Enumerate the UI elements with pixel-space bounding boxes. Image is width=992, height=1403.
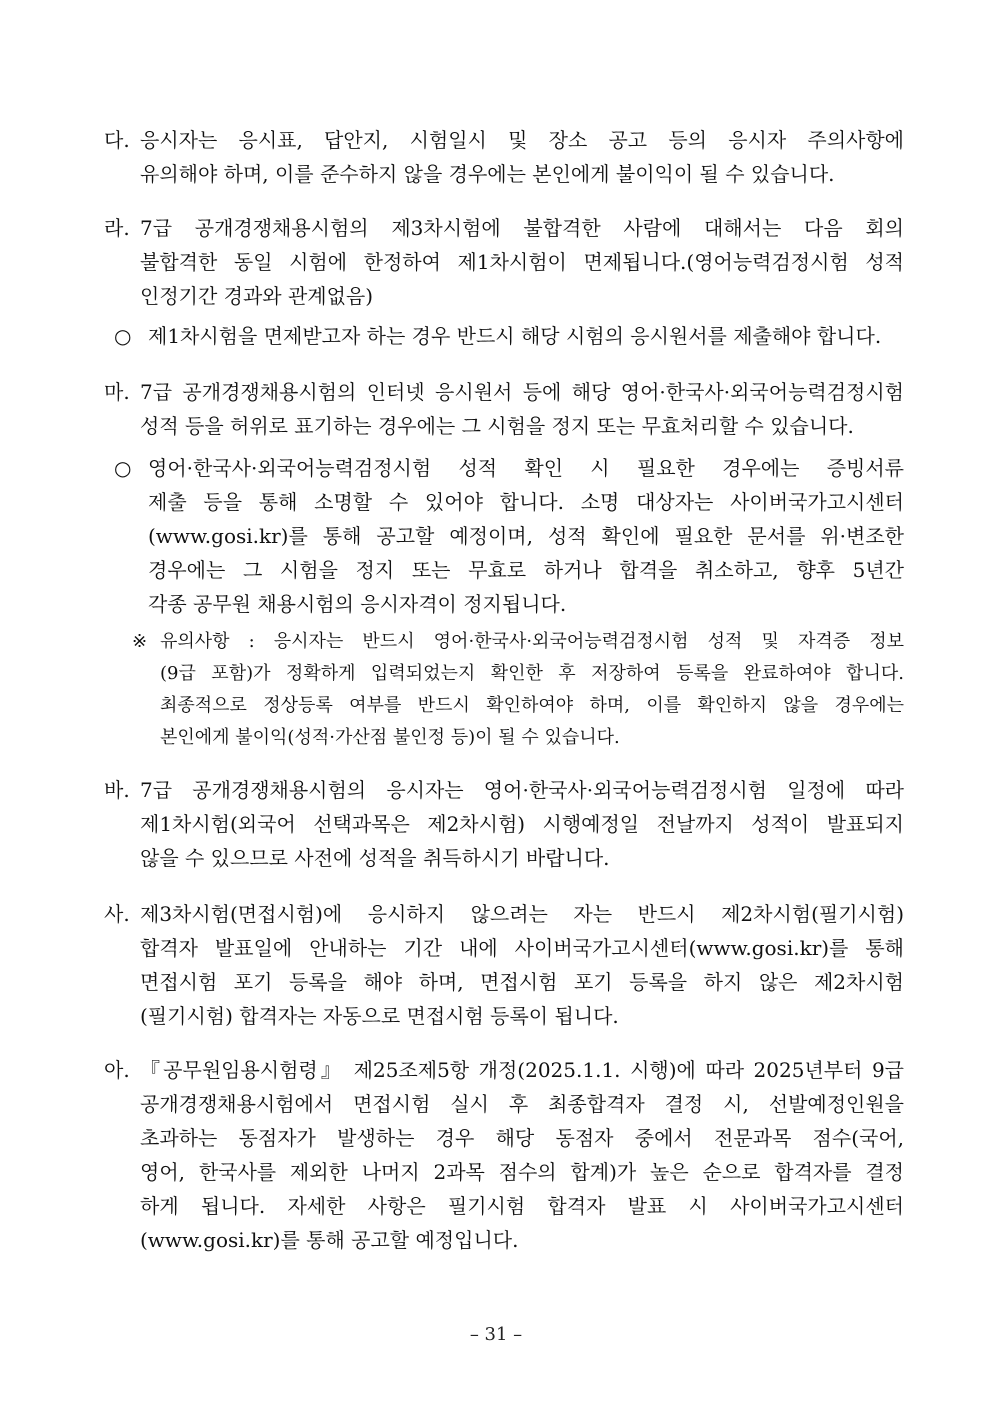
- section-sa: [104, 897, 904, 1033]
- text-line: 제출 등을 통해 소명할 수 있어야 합니다. 소명 대상자는 사이버국가고시센터: [148, 490, 904, 514]
- bullet-body: [148, 319, 904, 353]
- circle-bullet-icon: ○: [114, 456, 132, 480]
- text-line: 면접시험 포기 등록을 해야 하며, 면접시험 포기 등록을 하지 않은 제2차시험: [140, 970, 904, 994]
- text-line: 인정기간 경과와 관계없음): [140, 284, 374, 308]
- section-marker: 바.: [104, 778, 130, 802]
- bullet-verification: [114, 451, 904, 621]
- circle-bullet-icon: ○: [114, 324, 132, 348]
- section-ma: [104, 375, 904, 443]
- text-line: 영어·한국사·외국어능력검정시험 성적 확인 시 필요한 경우에는 증빙서류: [148, 456, 904, 480]
- section-marker: 아.: [104, 1058, 130, 1082]
- text-line: (필기시험) 합격자는 자동으로 면접시험 등록이 됩니다.: [140, 1004, 619, 1028]
- text-line: 불합격한 동일 시험에 한정하여 제1차시험이 면제됩니다.(영어능력검정시험 성적: [140, 250, 904, 274]
- text-line: 『공무원임용시험령』 제25조제5항 개정(2025.1.1. 시행)에 따라 2025년부터 9급: [140, 1058, 904, 1082]
- note-body: [160, 626, 904, 754]
- section-a: [104, 1053, 904, 1257]
- section-body: [140, 375, 904, 443]
- text-line: 본인에게 불이익(성적·가산점 불인정 등)이 될 수 있습니다.: [160, 727, 620, 748]
- section-body: [140, 123, 904, 191]
- section-body: [140, 211, 904, 313]
- section-ba: [104, 773, 904, 875]
- bullet-body: [148, 451, 904, 621]
- text-line: 경우에는 그 시험을 정지 또는 무효로 하거나 합격을 취소하고, 향후 5년간: [148, 558, 904, 582]
- text-line: 하게 됩니다. 자세한 사항은 필기시험 합격자 발표 시 사이버국가고시센터: [140, 1194, 904, 1218]
- section-body: [140, 897, 904, 1033]
- text-line: 7급 공개경쟁채용시험의 인터넷 응시원서 등에 해당 영어·한국사·외국어능력검정시험: [140, 380, 904, 404]
- text-line: 유의해야 하며, 이를 준수하지 않을 경우에는 본인에게 불이익이 될 수 있습니다.: [140, 162, 835, 186]
- text-line: 7급 공개경쟁채용시험의 응시자는 영어·한국사·외국어능력검정시험 일정에 따라: [140, 778, 904, 802]
- text-line: 응시자는 응시표, 답안지, 시험일시 및 장소 공고 등의 응시자 주의사항에: [140, 128, 904, 152]
- text-line: 합격자 발표일에 안내하는 기간 내에 사이버국가고시센터(www.gosi.kr)를 통해: [140, 936, 904, 960]
- reference-mark-icon: ※: [132, 631, 148, 652]
- text-line: 각종 공무원 채용시험의 응시자격이 정지됩니다.: [148, 592, 567, 616]
- section-da: [104, 123, 904, 191]
- text-line: 초과하는 동점자가 발생하는 경우 해당 동점자 중에서 전문과목 점수(국어,: [140, 1126, 904, 1150]
- text-line: 제1차시험을 면제받고자 하는 경우 반드시 해당 시험의 응시원서를 제출해야 합니다.: [148, 324, 882, 348]
- section-marker: 라.: [104, 216, 130, 240]
- section-body: [140, 773, 904, 875]
- caution-note: [132, 626, 904, 754]
- text-line: 7급 공개경쟁채용시험의 제3차시험에 불합격한 사람에 대해서는 다음 회의: [140, 216, 904, 240]
- section-body: [140, 1053, 904, 1257]
- text-line: 않을 수 있으므로 사전에 성적을 취득하시기 바랍니다.: [140, 846, 610, 870]
- section-ra: [104, 211, 904, 313]
- text-line: 제3차시험(면접시험)에 응시하지 않으려는 자는 반드시 제2차시험(필기시험): [140, 902, 904, 926]
- text-line: (www.gosi.kr)를 통해 공고할 예정이며, 성적 확인에 필요한 문서를 위·변조한: [148, 524, 904, 548]
- bullet-exemption: [114, 319, 904, 353]
- text-line: 제1차시험(외국어 선택과목은 제2차시험) 시행예정일 전날까지 성적이 발표되지: [140, 812, 904, 836]
- text-line: (9급 포함)가 정확하게 입력되었는지 확인한 후 저장하여 등록을 완료하여야 합니다.: [160, 663, 904, 684]
- text-line: 최종적으로 정상등록 여부를 반드시 확인하여야 하며, 이를 확인하지 않을 경우에는: [160, 695, 904, 716]
- text-line: 유의사항 : 응시자는 반드시 영어·한국사·외국어능력검정시험 성적 및 자격증 정보: [160, 631, 904, 652]
- section-marker: 마.: [104, 380, 130, 404]
- text-line: 영어, 한국사를 제외한 나머지 2과목 점수의 합계)가 높은 순으로 합격자를 결정: [140, 1160, 904, 1184]
- page-number: – 31 –: [469, 1324, 523, 1345]
- text-line: (www.gosi.kr)를 통해 공고할 예정입니다.: [140, 1228, 519, 1252]
- section-marker: 사.: [104, 902, 130, 926]
- text-line: 성적 등을 허위로 표기하는 경우에는 그 시험을 정지 또는 무효처리할 수 있습니다.: [140, 414, 854, 438]
- text-line: 공개경쟁채용시험에서 면접시험 실시 후 최종합격자 결정 시, 선발예정인원을: [140, 1092, 904, 1116]
- section-marker: 다.: [104, 128, 130, 152]
